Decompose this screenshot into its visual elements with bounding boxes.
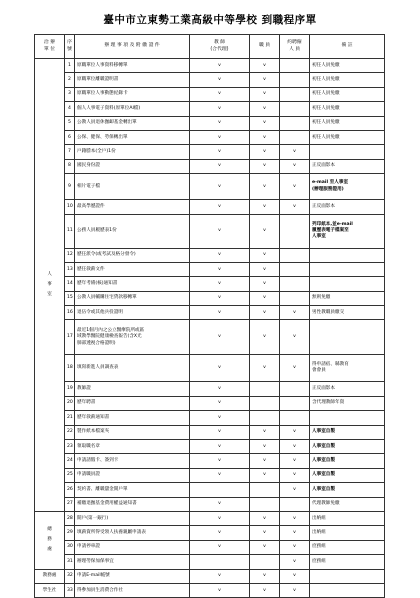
check-contract [280,214,310,248]
check-contract [280,87,310,101]
check-teacher: v [190,396,250,410]
row-note: 人事室自製 [310,454,385,468]
table-row [35,468,385,482]
row-number: 8 [65,159,75,173]
row-note: 正反面影本 [310,159,385,173]
table-row [35,425,385,439]
row-item: 歷任派令(或考試及格分發令) [75,248,190,262]
check-teacher: v [190,145,250,159]
check-staff: v [250,320,280,355]
row-note: 庶務組 [310,555,385,569]
row-note: 初任人員免繳 [310,130,385,144]
check-contract [280,59,310,73]
row-number: 30 [65,540,75,554]
check-teacher: v [190,262,250,276]
header-number: 序 號 [65,35,75,59]
check-teacher: v [190,425,250,439]
row-number: 25 [65,468,75,482]
check-staff: v [250,569,280,583]
table-row [35,262,385,276]
check-contract: v [280,355,310,382]
row-item: 最近1個月內之公立醫療院所或區 域教學醫院健康檢查報告(含X光 肺部透視合格證明) [75,320,190,355]
table-row [35,411,385,425]
check-teacher: v [190,116,250,130]
check-teacher: v [190,87,250,101]
check-teacher: v [190,248,250,262]
check-teacher: v [190,130,250,144]
department-cell-general [35,511,65,569]
row-item: 國民身份證 [75,159,190,173]
check-contract: v [280,583,310,597]
check-staff: v [250,214,280,248]
row-note [310,277,385,291]
check-staff: v [250,174,280,200]
row-item: 公務人員履歷表1份 [75,214,190,248]
row-item: 公教人員輔購住宅貸款移轉單 [75,291,190,305]
check-contract [280,277,310,291]
row-item: 教師證 [75,382,190,396]
row-number: 29 [65,526,75,540]
check-staff: v [250,248,280,262]
row-item: 填薪資所得受領人扶養親屬申請表 [75,526,190,540]
check-contract: v [280,145,310,159]
row-number: 16 [65,306,75,320]
row-note [310,262,385,276]
check-contract: v [280,511,310,525]
check-contract: v [280,425,310,439]
check-staff: v [250,102,280,116]
check-staff: v [250,526,280,540]
table-row [35,59,385,73]
check-contract: v [280,440,310,454]
check-staff: v [250,200,280,214]
check-staff [250,382,280,396]
table-row [35,569,385,583]
row-item: 辦理勞保加保事宜 [75,555,190,569]
check-staff [250,497,280,511]
row-number: 11 [65,214,75,248]
table-row [35,116,385,130]
page-title: 臺中市立東勢工業高級中等學校 到職程序單 [103,14,317,26]
row-number: 22 [65,425,75,439]
check-teacher: v [190,159,250,173]
row-number: 17 [65,320,75,355]
row-item: 原職單位人事動態紀錄卡 [75,87,190,101]
header-staff: 職 員 [250,35,280,59]
check-teacher: v [190,569,250,583]
check-contract [280,291,310,305]
row-number: 10 [65,200,75,214]
check-contract: v [280,306,310,320]
row-number: 5 [65,116,75,130]
table-row [35,511,385,525]
row-item: 開戶(第一銀行) [75,511,190,525]
onboarding-table [34,34,385,598]
check-teacher: v [190,497,250,511]
row-number: 12 [65,248,75,262]
check-staff [250,483,280,497]
department-char: 人 [47,271,52,277]
row-item: 公保、健保、勞保轉出單 [75,130,190,144]
department-cell-academic: 教務處 [35,569,65,583]
table-row [35,583,385,597]
row-note: 含代理教師年資 [310,396,385,410]
check-teacher: v [190,382,250,396]
department-char: 務 [47,537,52,543]
check-contract [280,73,310,87]
table-row [35,526,385,540]
row-number: 21 [65,411,75,425]
row-item: 得參加員生消費合作社 [75,583,190,597]
row-note: 人事室自製 [310,425,385,439]
row-number: 19 [65,382,75,396]
row-item: 退伍令或其他兵役證明 [75,306,190,320]
check-staff: v [250,116,280,130]
row-number: 18 [65,355,75,382]
department-char: 總 [47,527,52,533]
row-note: 庶務組 [310,540,385,554]
row-item: 個人人事電子資料(原單位AI檔) [75,102,190,116]
row-item: 領取職名章 [75,440,190,454]
row-item: 公教人員退休撫卹基金轉出單 [75,116,190,130]
check-teacher [190,555,250,569]
check-contract: v [280,526,310,540]
check-contract: v [280,540,310,554]
table-header-row [35,35,385,59]
check-teacher: v [190,174,250,200]
check-teacher: v [190,306,250,320]
row-number: 1 [65,59,75,73]
check-contract: v [280,320,310,355]
row-number: 31 [65,555,75,569]
check-contract [280,130,310,144]
row-number: 32 [65,569,75,583]
check-teacher: v [190,583,250,597]
check-contract: v [280,174,310,200]
row-item: 申請請假卡、簽到卡 [75,454,190,468]
table-row [35,440,385,454]
row-item: 申請職員證 [75,468,190,482]
row-note [310,145,385,159]
table-row [35,555,385,569]
row-item: 最高學歷證件 [75,200,190,214]
check-contract: v [280,468,310,482]
table-row [35,174,385,200]
row-item: 契約書、離職儲金開戶單 [75,483,190,497]
check-staff: v [250,130,280,144]
row-item: 申請E-mail帳號 [75,569,190,583]
check-teacher: v [190,73,250,87]
row-number: 3 [65,87,75,101]
header-teacher: 教 師 (合代理) [190,35,250,59]
table-row [35,320,385,355]
check-staff: v [250,468,280,482]
check-contract [280,102,310,116]
row-note: 無則免繳 [310,291,385,305]
check-staff: v [250,306,280,320]
row-number: 20 [65,396,75,410]
department-cell-student: 學生社 [35,583,65,597]
row-number: 23 [65,440,75,454]
row-item: 原職單位人事資料移轉單 [75,59,190,73]
row-item: 歷年聘書 [75,396,190,410]
table-row [35,73,385,87]
row-note: 得申請宿、縣教育 會會員 [310,355,385,382]
row-number: 13 [65,262,75,276]
check-teacher: v [190,320,250,355]
check-staff: v [250,59,280,73]
row-note: 初任人員免繳 [310,73,385,87]
check-contract: v [280,483,310,497]
table-row [35,355,385,382]
check-contract [280,497,310,511]
row-note: 人事室自製 [310,483,385,497]
check-teacher: v [190,526,250,540]
row-note: 初任人員免繳 [310,102,385,116]
check-staff [250,555,280,569]
table-row [35,540,385,554]
header-item: 辦 理 事 項 及 附 繳 證 件 [75,35,190,59]
row-item: 補繳退撫基金費用權益通知書 [75,497,190,511]
check-teacher: v [190,102,250,116]
header-department: 洽 辦 單 位 [35,35,65,59]
department-char: 處 [47,547,52,553]
row-number: 4 [65,102,75,116]
header-contract: 約聘僱 人 員 [280,35,310,59]
table-row [35,214,385,248]
row-item: 製作紙本檔案夾 [75,425,190,439]
row-note: e-mail 至人事室 (辦理服務證用) [310,174,385,200]
row-number: 7 [65,145,75,159]
check-staff: v [250,425,280,439]
check-contract [280,248,310,262]
row-number: 27 [65,497,75,511]
check-contract [280,411,310,425]
table-row [35,200,385,214]
check-teacher: v [190,468,250,482]
check-contract [280,116,310,130]
check-staff: v [250,159,280,173]
row-note [310,248,385,262]
row-item: 相片電子檔 [75,174,190,200]
check-contract [280,396,310,410]
check-staff: v [250,73,280,87]
table-row [35,483,385,497]
department-char: 事 [47,281,52,287]
check-staff [250,411,280,425]
row-number: 9 [65,174,75,200]
row-note [310,411,385,425]
row-note: 出納組 [310,526,385,540]
check-contract: v [280,569,310,583]
check-staff: v [250,87,280,101]
row-number: 6 [65,130,75,144]
check-contract: v [280,454,310,468]
check-staff: v [250,145,280,159]
row-item: 原職單位離職證明書 [75,73,190,87]
row-item: 申請停車證 [75,540,190,554]
table-row [35,248,385,262]
check-staff [250,396,280,410]
check-teacher: v [190,214,250,248]
check-staff: v [250,454,280,468]
table-row [35,382,385,396]
table-row [35,306,385,320]
check-staff: v [250,262,280,276]
row-note [310,583,385,597]
row-number: 28 [65,511,75,525]
table-row [35,102,385,116]
row-note: 正反面影本 [310,200,385,214]
check-staff: v [250,440,280,454]
row-note: 人事室自製 [310,468,385,482]
check-teacher: v [190,411,250,425]
header-note: 備 註 [310,35,385,59]
row-number: 2 [65,73,75,87]
department-char: 室 [47,292,52,298]
row-item: 填寫新進人員調查表 [75,355,190,382]
check-staff: v [250,355,280,382]
row-number: 15 [65,291,75,305]
row-note: 列印紙本,並e-mail 履歷表電子檔案至 人事室 [310,214,385,248]
table-row [35,145,385,159]
check-contract [280,382,310,396]
department-cell-personnel [35,59,65,512]
check-teacher: v [190,511,250,525]
check-staff: v [250,583,280,597]
row-item: 戶籍謄本(全戶)1份 [75,145,190,159]
row-note: 初任人員免繳 [310,87,385,101]
row-number: 24 [65,454,75,468]
row-note: 出納組 [310,511,385,525]
row-note [310,320,385,355]
table-row [35,159,385,173]
check-staff: v [250,291,280,305]
row-note: 代理教師免繳 [310,497,385,511]
table-row [35,291,385,305]
check-teacher: v [190,277,250,291]
row-note: 初任人員免繳 [310,59,385,73]
table-row [35,130,385,144]
row-note: 正反面影本 [310,382,385,396]
row-note [310,569,385,583]
check-contract [280,262,310,276]
check-teacher: v [190,540,250,554]
check-teacher [190,483,250,497]
table-row [35,277,385,291]
row-note: 男性教職員繳交 [310,306,385,320]
row-item: 歷任敘薪文件 [75,262,190,276]
row-number: 33 [65,583,75,597]
row-item: 歷年敘薪通知書 [75,411,190,425]
check-teacher: v [190,59,250,73]
check-staff: v [250,511,280,525]
row-note: 人事室自製 [310,440,385,454]
check-staff: v [250,540,280,554]
check-contract: v [280,555,310,569]
row-number: 26 [65,483,75,497]
table-row [35,396,385,410]
check-teacher: v [190,291,250,305]
check-contract: v [280,200,310,214]
check-teacher: v [190,454,250,468]
table-row [35,87,385,101]
check-teacher: v [190,200,250,214]
check-staff: v [250,277,280,291]
row-number: 14 [65,277,75,291]
check-contract: v [280,159,310,173]
table-row [35,454,385,468]
check-teacher: v [190,440,250,454]
row-note: 初任人員免繳 [310,116,385,130]
table-row [35,497,385,511]
row-item: 歷年考績(核)通知書 [75,277,190,291]
check-teacher: v [190,355,250,382]
